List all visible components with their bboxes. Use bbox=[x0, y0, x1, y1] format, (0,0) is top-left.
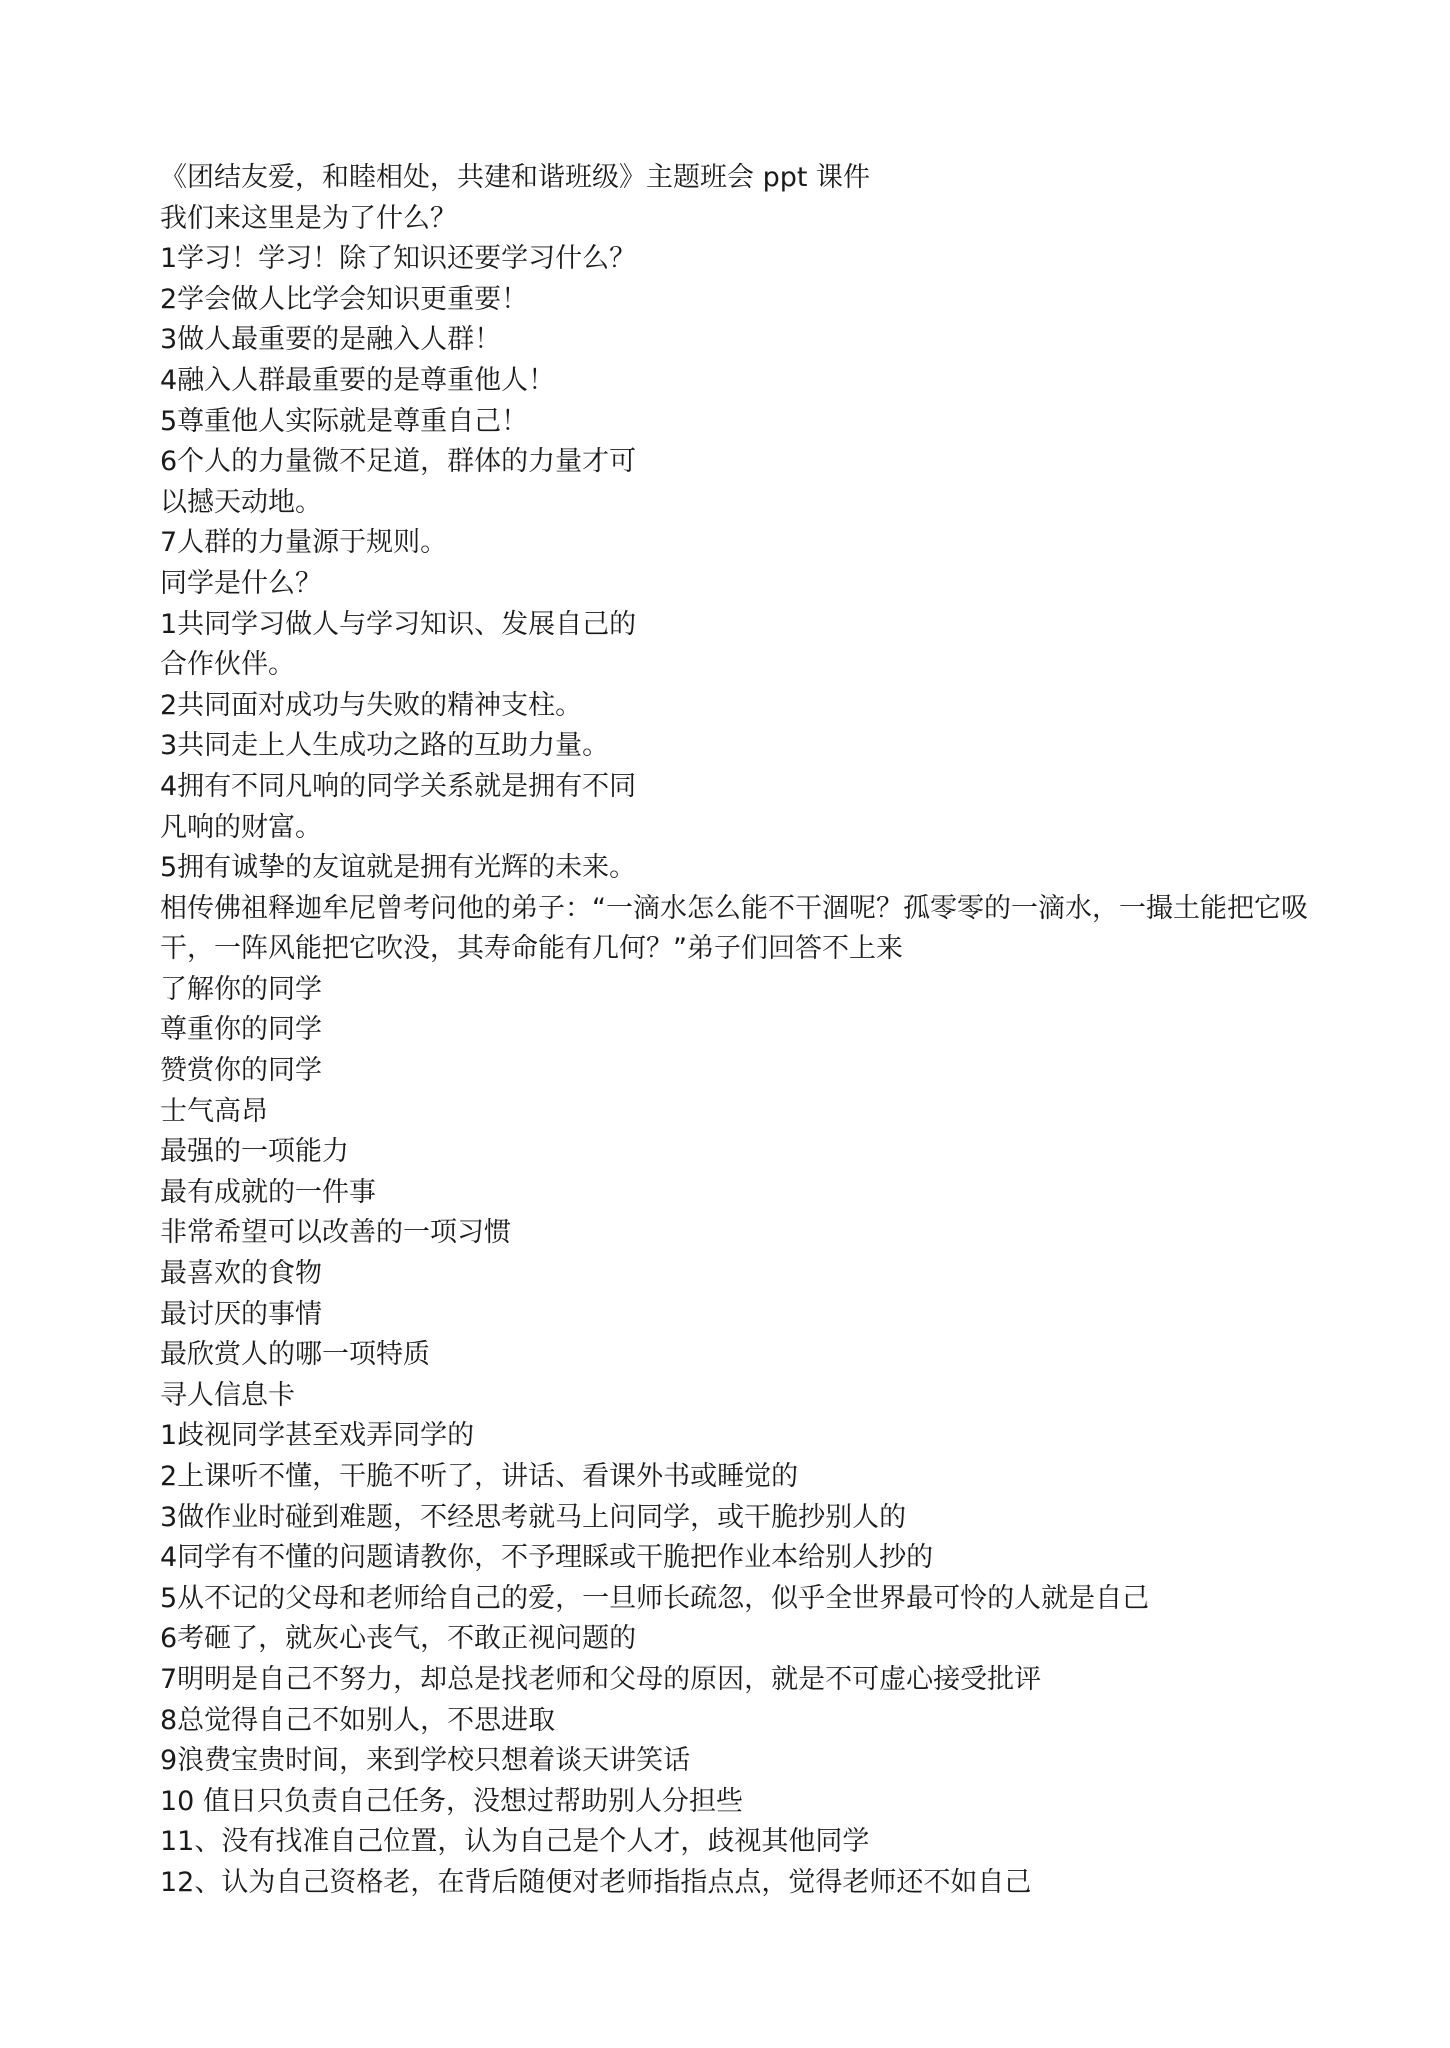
text-line: 尊重你的同学 bbox=[160, 1014, 322, 1046]
text-line: 10 值日只负责自己任务，没想过帮助别人分担些 bbox=[160, 1785, 743, 1817]
text-line: 最强的一项能力 bbox=[160, 1136, 349, 1168]
text-line: 3做人最重要的是融入人群！ bbox=[160, 324, 502, 356]
text-line: 干，一阵风能把它吹没，其寿命能有几何？”弟子们回答不上来 bbox=[160, 933, 903, 965]
text-line: 相传佛祖释迦牟尼曾考问他的弟子：“一滴水怎么能不干涸呢？孤零零的一滴水，一撮土能把它吸 bbox=[160, 892, 1308, 924]
text-line: 7人群的力量源于规则。 bbox=[160, 527, 448, 559]
text-line: 2上课听不懂，干脆不听了，讲话、看课外书或睡觉的 bbox=[160, 1461, 799, 1492]
text-line: 最欣赏人的哪一项特质 bbox=[160, 1339, 430, 1371]
text-line: 同学是什么？ bbox=[160, 567, 322, 599]
text-line: 最有成就的一件事 bbox=[160, 1176, 376, 1208]
text-line: 非常希望可以改善的一项习惯 bbox=[160, 1217, 511, 1249]
text-line: 2学会做人比学会知识更重要！ bbox=[160, 283, 529, 315]
text-line: 12、认为自己资格老，在背后随便对老师指指点点，觉得老师还不如自己 bbox=[160, 1866, 1032, 1898]
text-line: 5从不记的父母和老师给自己的爱，一旦师长疏忽，似乎全世界最可怜的人就是自己 bbox=[160, 1582, 1150, 1614]
text-line: 4融入人群最重要的是尊重他人！ bbox=[160, 364, 556, 396]
text-line: 11、没有找准自己位置，认为自己是个人才，歧视其他同学 bbox=[160, 1826, 870, 1858]
text-line: 3共同走上人生成功之路的互助力量。 bbox=[160, 730, 610, 762]
text-line: 6个人的力量微不足道，群体的力量才可 bbox=[160, 446, 637, 478]
text-line: 我们来这里是为了什么？ bbox=[160, 202, 457, 234]
text-line: 1歧视同学甚至戏弄同学的 bbox=[160, 1420, 475, 1452]
text-line: 寻人信息卡 bbox=[160, 1379, 295, 1411]
text-line: 7明明是自己不努力，却总是找老师和父母的原因，就是不可虚心接受批评 bbox=[160, 1663, 1042, 1695]
text-line: 凡响的财富。 bbox=[160, 811, 322, 843]
text-line: 2共同面对成功与失败的精神支柱。 bbox=[160, 689, 583, 721]
text-line: 9浪费宝贵时间，来到学校只想着谈天讲笑话 bbox=[160, 1745, 691, 1777]
text-line: 最喜欢的食物 bbox=[160, 1258, 322, 1290]
text-line: 4同学有不懂的问题请教你，不予理睬或干脆把作业本给别人抄的 bbox=[160, 1542, 934, 1574]
text-line: 5拥有诚挚的友谊就是拥有光辉的未来。 bbox=[160, 852, 637, 884]
document-title: 《团结友爱，和睦相处，共建和谐班级》主题班会 ppt 课件 bbox=[160, 162, 871, 193]
text-line: 5尊重他人实际就是尊重自己！ bbox=[160, 405, 529, 437]
text-line: 3做作业时碰到难题，不经思考就马上问同学，或干脆抄别人的 bbox=[160, 1501, 907, 1533]
text-line: 1学习！学习！除了知识还要学习什么？ bbox=[160, 243, 637, 275]
text-line: 4拥有不同凡响的同学关系就是拥有不同 bbox=[160, 770, 637, 802]
text-line: 以撼天动地。 bbox=[160, 486, 322, 518]
text-line: 了解你的同学 bbox=[160, 973, 322, 1005]
text-line: 赞赏你的同学 bbox=[160, 1055, 322, 1087]
text-line: 士气高昂 bbox=[160, 1095, 268, 1127]
text-line: 6考砸了，就灰心丧气，不敢正视问题的 bbox=[160, 1623, 637, 1655]
text-line: 最讨厌的事情 bbox=[160, 1298, 322, 1330]
text-line: 合作伙伴。 bbox=[160, 649, 295, 681]
document-body bbox=[160, 158, 1320, 1904]
text-line: 8总觉得自己不如别人，不思进取 bbox=[160, 1704, 556, 1736]
text-line: 1共同学习做人与学习知识、发展自己的 bbox=[160, 608, 637, 640]
